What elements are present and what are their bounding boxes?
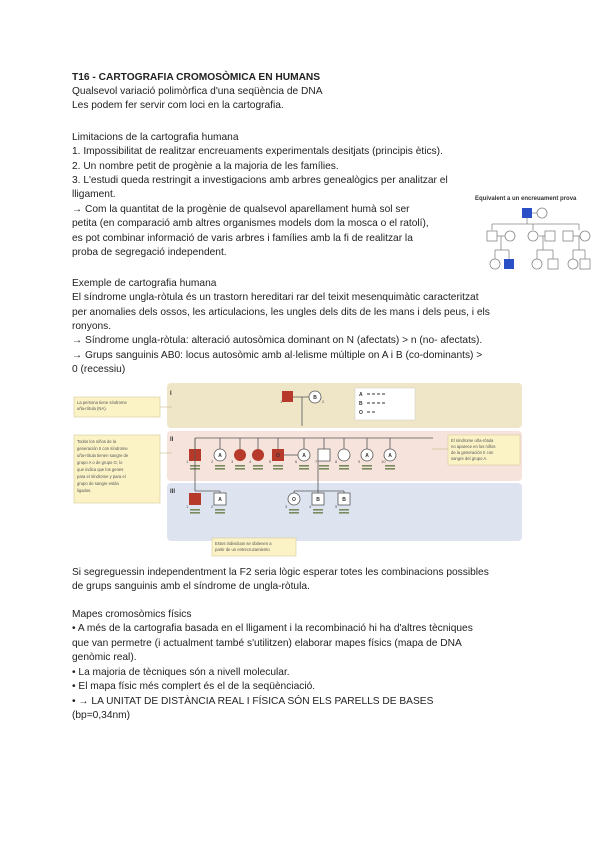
chromosome-mark	[215, 509, 225, 511]
blood-group-label: A	[218, 497, 222, 503]
pedigree-diagram	[475, 196, 597, 278]
female	[505, 231, 515, 241]
svg-text:B: B	[313, 395, 317, 401]
male	[548, 259, 558, 269]
text-line: → Grups sanguinis AB0: locus autosòmic amb al·lelisme múltiple on A i B (co-dominants) >	[72, 350, 483, 361]
individual-number: 2	[211, 504, 214, 509]
individual-number: 4	[309, 504, 312, 509]
affected-male	[282, 391, 293, 402]
chromosome-mark	[319, 468, 329, 470]
individual-number: 6	[295, 459, 298, 464]
individual-number: 10	[381, 459, 386, 464]
female	[490, 259, 500, 269]
chromosome-mark	[273, 465, 283, 467]
blood-group-label: O	[276, 453, 280, 459]
affected-male	[504, 259, 514, 269]
affected-individual	[234, 449, 246, 461]
chromosome-mark	[339, 465, 349, 467]
genotype-legend	[355, 388, 415, 420]
text-line: es pot combinar informació de varis arbres i famílies amb la fi de realitzar la	[72, 233, 413, 244]
text-line: 2. Un nombre petit de progènie a la majoria de les famílies.	[72, 161, 339, 172]
chromosome-mark	[362, 465, 372, 467]
chromosome-mark	[313, 509, 323, 511]
female	[537, 208, 547, 218]
individual-number: 3	[285, 504, 288, 509]
chromosome-mark	[273, 468, 283, 470]
chromosome-mark	[339, 509, 349, 511]
chromosome-mark	[235, 468, 245, 470]
text-line: per anomalies dels ossos, les articulacions, les ungles dels dits de les mans i dels peus, i els	[72, 307, 490, 318]
individual-number: 3	[231, 459, 234, 464]
chromosome-mark	[339, 512, 349, 514]
blood-group-label: B	[342, 497, 346, 503]
chromosome-mark	[190, 512, 200, 514]
chromosome-mark	[319, 465, 329, 467]
text-line: genòmic real).	[72, 652, 137, 663]
text-line: • → LA UNITAT DE DISTÀNCIA REAL I FÍSICA SÓN ELS PARELLS DE BASES	[72, 696, 434, 707]
page-title: T16 - CARTOGRAFIA CROMOSÒMICA EN HUMANS	[72, 72, 321, 83]
svg-text:A B O: A B O	[359, 392, 363, 416]
note-text: Estos individuos se obtienen a partir de un entrecruzamiento	[215, 541, 272, 552]
female	[568, 259, 578, 269]
chromosome-mark	[215, 468, 225, 470]
nail-patella-pedigree-figure	[72, 383, 522, 558]
blood-group-label: A	[218, 453, 222, 459]
text-line: • A més de la cartografia basada en el lligament i la recombinació hi ha d'altres tècniques	[72, 623, 473, 634]
intro-line: Les podem fer servir com loci en la cartografia.	[72, 100, 284, 111]
male	[545, 231, 555, 241]
individual-number: 5	[269, 459, 272, 464]
chromosome-mark	[289, 512, 299, 514]
section-heading: Exemple de cartografia humana	[72, 278, 217, 289]
female	[532, 259, 542, 269]
female	[580, 231, 590, 241]
blood-group-label: A	[302, 453, 306, 459]
individual-number: 9	[358, 459, 361, 464]
affected-male	[522, 208, 532, 218]
test-cross-pedigree	[475, 196, 597, 278]
male	[487, 231, 497, 241]
chromosome-mark	[215, 512, 225, 514]
individual-number: 8	[335, 459, 338, 464]
chromosome-mark	[299, 465, 309, 467]
affected-individual	[189, 493, 201, 505]
svg-text:2: 2	[322, 399, 325, 404]
chromosome-mark	[385, 465, 395, 467]
individual-number: 1	[186, 459, 189, 464]
individual-number: 7	[315, 459, 318, 464]
text-line: proba de segregació independent.	[72, 247, 227, 258]
text-line: 1. Impossibilitat de realitzar encreuaments experimentals desitjats (principis ètics).	[72, 146, 443, 157]
svg-text:1: 1	[280, 399, 283, 404]
text-line: lligament.	[72, 189, 116, 200]
chromosome-mark	[289, 509, 299, 511]
text-line: 3. L'estudi queda restringit a investigacions amb arbres genealògics per analitzar el	[72, 175, 448, 186]
blood-group-label: A	[365, 453, 369, 459]
note-text: Todos los niños de la generación II con síndrome uña-rótula tienen sangre de grupo A o de grupo O, lo que indica que los genes para el síndrome y para el grupo de sangre están ligados.	[77, 439, 129, 493]
text-line: de grups sanguinis amb el síndrome de ungla-ròtula.	[72, 581, 310, 592]
note-text: La persona tiene síndrome uña-rótula (NA).	[77, 400, 127, 411]
section-heading: Mapes cromosòmics físics	[72, 609, 192, 620]
chromosome-mark	[253, 465, 263, 467]
gen-label: III	[170, 489, 176, 495]
affected-individual	[252, 449, 264, 461]
blood-group-label: O	[292, 497, 296, 503]
text-line: → Com la quantitat de la progènie de qualsevol aparellament humà sol ser	[72, 204, 410, 215]
gen-label: I	[170, 391, 172, 397]
individual-number: 4	[249, 459, 252, 464]
text-line: 0 (recessiu)	[72, 364, 126, 375]
unaffected-individual	[318, 449, 330, 461]
intro-line: Qualsevol variació polimòrfica d'una seqüència de DNA	[72, 86, 323, 97]
blood-group-label: B	[316, 497, 320, 503]
text-line: (bp=0,34nm)	[72, 710, 131, 721]
chromosome-mark	[313, 512, 323, 514]
chromosome-mark	[299, 468, 309, 470]
chromosome-mark	[339, 468, 349, 470]
chromosome-mark	[253, 468, 263, 470]
chromosome-mark	[362, 468, 372, 470]
generation-i-band	[167, 383, 522, 428]
text-line: Si segreguessin independentment la F2 seria lògic esperar totes les combinacions possibles	[72, 567, 489, 578]
note-text: El síndrome uña-rótula no aparece en los niños de la generación II con sangre del grupo A.	[451, 438, 496, 461]
text-line: El síndrome ungla-ròtula és un trastorn hereditari rar del teixit mesenquimàtic caracteritzat	[72, 292, 479, 303]
text-line: → Síndrome ungla-ròtula: alteració autosòmica dominant on N (afectats) > n (no- afectats).	[72, 335, 483, 346]
male	[563, 231, 573, 241]
text-line: que van permetre (i actualment també s'utilitzen) elaborar mapes físics (mapa de DNA	[72, 638, 462, 649]
pedigree-figure	[72, 383, 522, 558]
chromosome-mark	[190, 509, 200, 511]
individual-number: 5	[335, 504, 338, 509]
chromosome-mark	[215, 465, 225, 467]
text-line: • El mapa físic més complert és el de la seqüènciació.	[72, 681, 316, 692]
individual-number: 2	[211, 459, 214, 464]
female	[528, 231, 538, 241]
pedigree-caption: Equivalent a un encreuament prova	[475, 196, 577, 202]
text-line: petita (en comparació amb altres organismes models dom la mosca o el ratolí),	[72, 218, 429, 229]
blood-group-label: A	[388, 453, 392, 459]
male	[580, 259, 590, 269]
text-line: • La majoria de tècniques són a nivell molecular.	[72, 667, 290, 678]
individual-number: 1	[186, 504, 189, 509]
gen-label: II	[170, 437, 174, 443]
section-heading: Limitacions de la cartografia humana	[72, 132, 239, 143]
chromosome-mark	[235, 465, 245, 467]
unaffected-individual	[338, 449, 350, 461]
text-line: ronyons.	[72, 321, 112, 332]
chromosome-mark	[385, 468, 395, 470]
